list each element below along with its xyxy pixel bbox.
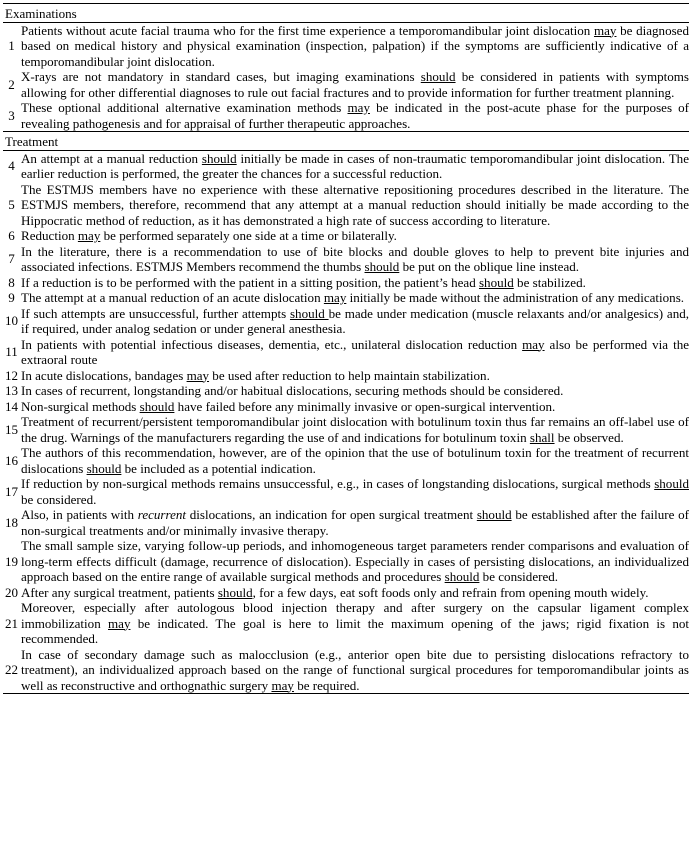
recommendation-number: 12 <box>4 367 19 383</box>
modal-verb: should <box>86 460 122 476</box>
recommendation-number: 21 <box>4 615 19 631</box>
recommendation-row <box>3 368 689 384</box>
section-heading: Examinations <box>3 3 689 23</box>
modal-verb: may <box>77 228 101 243</box>
recommendation-number: 3 <box>8 107 15 123</box>
recommendation-number: 4 <box>8 158 15 174</box>
recommendation-text: Patients without acute facial trauma who for the first time experience a temporomandibular joint dislocation may be diagnosed based on medical history and physical examination (inspection, palpation) if the symptoms are sufficiently indicative of a temporomandibular joint dislocation. <box>21 22 689 69</box>
recommendation-row <box>3 23 689 70</box>
recommendation-row <box>3 600 689 647</box>
recommendation-number: 19 <box>4 553 19 569</box>
section-heading: Treatment <box>3 131 689 151</box>
recommendation-row <box>3 383 689 399</box>
recommendation-row <box>3 538 689 585</box>
recommendation-number: 5 <box>8 197 15 212</box>
recommendation-number: 1 <box>8 38 15 53</box>
recommendation-row <box>3 337 689 368</box>
recommendation-text: In cases of recurrent, longstanding and/or habitual dislocations, securing methods should be considered. <box>21 383 564 398</box>
modal-verb: shall <box>529 429 555 445</box>
recommendation-text: If a reduction is to be performed with the patient in a sitting position, the patient’s head should be stabilized. <box>21 274 586 290</box>
emphasis: recurrent <box>137 507 187 522</box>
recommendation-text: Non-surgical methods should have failed before any minimally invasive or open-surgical intervention. <box>21 398 556 414</box>
recommendation-number: 15 <box>4 421 19 437</box>
recommendation-number: 17 <box>4 483 19 499</box>
modal-verb: should <box>476 507 512 522</box>
recommendation-number: 9 <box>8 290 15 305</box>
recommendations-table <box>3 3 689 694</box>
recommendation-number: 10 <box>4 313 19 329</box>
recommendation-text: In patients with potential infectious diseases, dementia, etc., unilateral dislocation reduction may also be performed via the extraoral route <box>21 336 690 367</box>
recommendation-text: If such attempts are unsuccessful, further attempts should be made under medication (muscle relaxants and/or analgesics) and, if required, under analog sedation or under general anesthesia. <box>21 305 689 336</box>
recommendation-number: 13 <box>4 383 19 398</box>
recommendation-text: The small sample size, varying follow-up periods, and inhomogeneous target parameters render comparisons and evaluation of long-term effects difficult (damage, recurrence of dislocation). Especially in cases of persisting dislocations, an individualized approach based on the entire range of available surgical methods and procedures should be considered. <box>21 538 689 584</box>
modal-verb: should, <box>217 584 256 600</box>
recommendation-text: An attempt at a manual reduction should initially be made in cases of non-traumatic temporomandibular joint dislocation. The earlier reduction is performed, the greater the chances for a successful reduction. <box>21 150 689 181</box>
modal-verb: should <box>444 569 480 584</box>
recommendation-text: The attempt at a manual reduction of an acute dislocation may initially be made without the administration of any medications. <box>21 290 685 305</box>
recommendation-number: 7 <box>8 251 15 267</box>
recommendation-number: 20 <box>4 584 19 600</box>
modal-verb: may <box>522 336 545 352</box>
recommendation-row <box>3 647 689 694</box>
recommendation-row <box>3 445 689 476</box>
recommendation-number: 14 <box>4 398 19 414</box>
recommendation-row <box>3 290 689 306</box>
modal-verb: should <box>364 259 400 274</box>
recommendation-number: 18 <box>4 514 19 530</box>
modal-verb: should <box>201 150 237 166</box>
modal-verb: should <box>139 398 175 414</box>
recommendation-row <box>3 306 689 337</box>
recommendation-text: If reduction by non-surgical methods remains unsuccessful, e.g., in cases of longstanding dislocations, surgical methods should be considered. <box>21 476 689 507</box>
recommendation-text: Moreover, especially after autologous blood injection therapy and after surgery on the capsular ligament complex immobilization may be indicated. The goal is here to limit the maximum opening of the jaws; rigid fixation is not recommended. <box>21 600 690 646</box>
recommendation-row <box>3 100 689 131</box>
section-body <box>3 23 689 132</box>
recommendation-number: 6 <box>8 228 15 243</box>
recommendation-text: In acute dislocations, bandages may be used after reduction to help maintain stabilization. <box>21 367 490 383</box>
recommendation-text: In the literature, there is a recommendation to use of bite blocks and double gloves to help to prevent bite injuries and associated infections. ESTMJS Members recommend the thumbs should be put on the oblique line instead. <box>21 243 689 274</box>
modal-verb: may <box>186 367 210 383</box>
recommendation-row <box>3 585 689 601</box>
recommendation-row <box>3 182 689 229</box>
recommendation-row <box>3 476 689 507</box>
modal-verb: should <box>478 274 514 290</box>
recommendation-row <box>3 275 689 291</box>
recommendation-text: Reduction may be performed separately one side at a time or bilaterally. <box>21 228 397 243</box>
recommendation-row <box>3 151 689 182</box>
recommendation-row <box>3 244 689 275</box>
recommendation-number: 16 <box>4 452 19 468</box>
recommendation-row <box>3 507 689 538</box>
recommendation-text: The authors of this recommendation, however, are of the opinion that the use of botulinum toxin for the treatment of recurrent dislocations should be included as a potential indication. <box>21 445 689 476</box>
modal-verb: should <box>420 69 456 84</box>
modal-verb: should <box>289 305 329 321</box>
modal-verb: may <box>593 22 617 38</box>
recommendation-row <box>3 69 689 100</box>
recommendation-text: After any surgical treatment, patients should, for a few days, eat soft foods only and refrain from opening mouth widely. <box>21 584 649 600</box>
recommendation-number: 2 <box>8 76 15 92</box>
section-body <box>3 151 689 695</box>
recommendation-text: Also, in patients with recurrent dislocations, an indication for open surgical treatment should be established after the failure of non-surgical treatments and/or minimally invasive therapy. <box>21 507 690 538</box>
modal-verb: may <box>347 100 370 115</box>
recommendation-number: 11 <box>5 344 18 360</box>
modal-verb: may <box>271 677 294 693</box>
recommendation-row <box>3 414 689 445</box>
recommendation-number: 22 <box>4 662 19 677</box>
recommendation-row <box>3 399 689 415</box>
recommendation-row <box>3 228 689 244</box>
modal-verb: should <box>654 476 689 491</box>
recommendation-text: These optional additional alternative examination methods may be indicated in the post-acute phase for the purposes of revealing pathogenesis and for appraisal of further therapeutic approaches. <box>21 100 689 131</box>
modal-verb: may <box>108 615 131 631</box>
recommendation-number: 8 <box>8 274 15 290</box>
recommendation-text: X-rays are not mandatory in standard cases, but imaging examinations should be considered in patients with symptoms allowing for other differential diagnoses to rule out facial fractures and to provide information for further treatment planning. <box>21 69 689 100</box>
recommendation-text: Treatment of recurrent/persistent temporomandibular joint dislocation with botulinum toxin thus far remains an off-label use of the drug. Warnings of the manufacturers regarding the use of and indications for botulinum toxin shall be observed. <box>21 414 689 445</box>
recommendation-text: In case of secondary damage such as malocclusion (e.g., anterior open bite due to persisting dislocations refractory to treatment), an individualized approach based on the range of functional surgical procedures for temporomandibular joints as well as reconstructive and orthognathic surgery may be required. <box>21 646 689 693</box>
modal-verb: may <box>323 290 347 305</box>
recommendation-text: The ESTMJS members have no experience with these alternative repositioning procedures described in the literature. The ESTMJS members, therefore, recommend that any attempt at a manual reduction should initially be made according to the Hippocratic method of reduction, as it has demonstrated a high rate of success according to literature. <box>21 181 689 228</box>
